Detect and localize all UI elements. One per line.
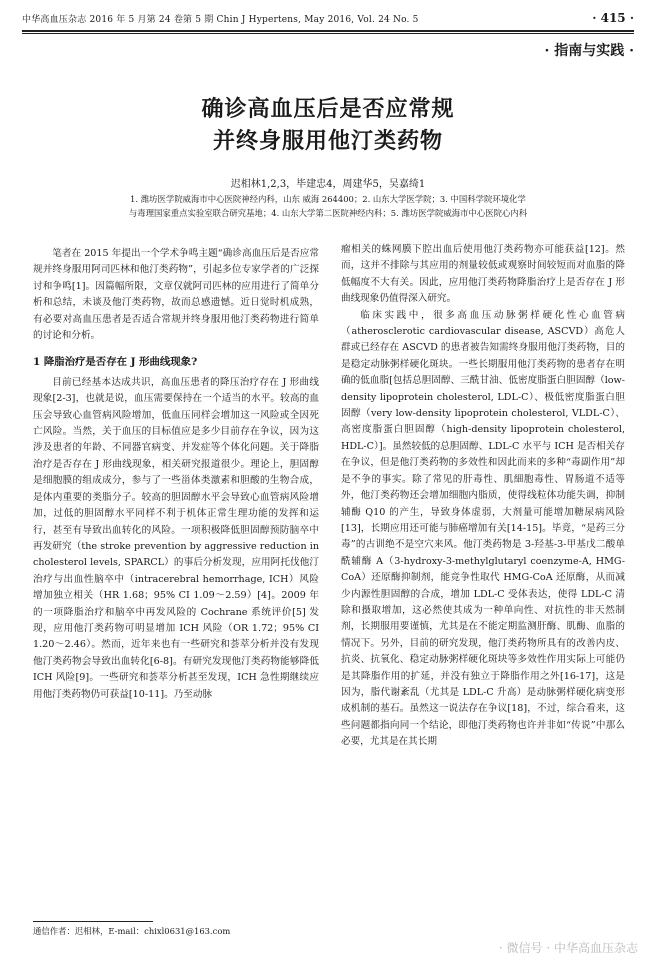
page-number: · 415 · [592,11,634,25]
left-column [33,246,319,703]
article-title-line1: 确诊高血压后是否应常规 [201,96,455,122]
right-column [341,242,625,751]
header-rule-thick [22,30,634,32]
section-heading: 1 降脂治疗是否存在 J 形曲线现象? [33,356,198,369]
running-head [22,8,634,28]
continued-paragraph: 瘤相关的蛛网膜下腔出血后使用他汀类药物亦可能获益[12]。然而，这并不排除与其应用的剂量较低或观察时间较短而对血脂的降低幅度不大有关。因此，应用他汀类药物降脂治疗上是否存在 J 形曲线现象仍值得深入研究。 [341,244,625,305]
author-list: 迟相林1,2,3，毕建忠4，周建华5，吴嘉绮1 [230,179,426,190]
header-rule-thin [22,33,634,34]
corresponding-author-footnote: 通信作者：迟相林，E-mail：chixl0631@163.com [33,926,231,936]
clinical-paragraph: 临床实践中，很多高血压动脉粥样硬化性心血管病（atherosclerotic cardiovascular disease, ASCVD）高危人群或已经存在 ASCVD 的患者被告知需终身服用他汀类药物，目的是稳定动脉粥样硬化斑块。一些长期服用他汀类药物的患者存在明确的低血脂[包括总胆固醇、三酰甘油、低密度脂蛋白胆固醇（low-density lipoprotein cholesterol, LDL-C）、极低密度脂蛋白胆固醇（very low-density lipoprotein cholesterol, VLDL-C）、高密度脂蛋白胆固醇（high-density lipoprotein cholesterol, HDL-C）]。虽然较低的总胆固醇、LDL-C 水平与 ICH 是否相关存在争议，但是他汀类药物的多效性和因此而来的多种“毒副作用”却是不争的事实。除了常见的肝毒性、肌細胞毒性、胃肠道不适等外，他汀类药物还会增加细胞内脂质，使得线粒体功能失调，抑制辅酶 Q10 的产生，导致身体虚弱，大剂量可能增加糖尿病风险[13]，长期应用还可能与肺癌增加有关[14-15]。毕竟，“是药三分毒”的古训绝不是空穴来风。他汀类药物是 3-羟基-3-甲基戊二酸单酰辅酶 A（3-hydroxy-3-methylglutaryl coenzyme-A, HMG-CoA）还原酶抑制剂，能竞争性取代 HMG-CoA 还原酶，从而减少内源性胆固醇的合成，增加 LDL-C 受体表达，使得 LDL-C 清除和摄取增加，这必然使其成为一种单向性、对抗性的非天然制剂，长期服用要谨慎，尤其是在不能定期监测肝酶、肌酶、血脂的情况下。另外，目前的研究发现，他汀类药物所具有的改善内皮、抗炎、抗氧化、稳定动脉粥样硬化斑块等多效性作用实际上可能仍是其降脂作用的扩延，并没有独立于降脂作用之外[16-17]，这是因为，脂代谢紊乱（尤其是 LDL-C 升高）是动脉粥样硬化病变形成机制的基石。虽然这一说法存在争议[18]，不过，综合看来，这些问题都指向同一个结论，即他汀类药物也许并非如“传说”中那么必要，尤其是在其长期 [341,309,625,748]
affiliation-line: 与毒理国家重点实验室联合研究基地；4. 山东大学第二医院神经内科；5. 潍坊医学院威海市中心医院心内科 [128,208,528,218]
intro-paragraph: 笔者在 2015 年提出一个学术争鸣主题“确诊高血压后是否应常规并终身服用阿司匹林和他汀类药物”，引起多位专家学者的广泛探讨和争鸣[1]。因篇幅所限，文章仅就阿司匹林的应用进行了简单分析和总结，未谈及他汀类药物，故而总感遗憾。近日觉时机成熟，有必要对高血压患者是否适合常规并终身服用他汀类药物进行简单的讨论和分析。 [33,248,319,342]
article-title-line2: 并终身服用他汀类药物 [212,128,443,154]
footnote-rule [33,921,153,922]
column-tag: · 指南与实践 · [544,43,634,59]
section-paragraph: 目前已经基本达成共识，高血压患者的降压治疗存在 J 形曲线现象[2-3]，也就是说，血压需要保持在一个适当的水平。较高的血压会导致心血管病风险增加，低血压同样会增加这一风险或全因死亡风险。当然，关于血压的目标值应是多少目前存在争议，因为这涉及患者的年龄、不同器官病变、并发症等个体化问题。关于降脂治疗是否存在 J 形曲线现象，相关研究报道很少。理论上，胆固醇是细胞膜的组成成分，参与了一些甾体类激素和胆酸的生物合成，是体内重要的类脂分子。较高的胆固醇水平会导致心血管病风险增加，过低的胆固醇水平同样不利于机体正常生理功能的发挥和运行，甚至有导致出血转化的风险。一项积极降低胆固醇预防脑卒中再发研究（the stroke prevention by aggressive reduction in cholesterol levels, SPARCL）的事后分析发现，应用阿托伐他汀治疗与出血性脑卒中（intracerebral hemorrhage, ICH）风险增加独立相关（HR 1.68；95% CI 1.09～2.59）[4]。2009 年的一项降脂治疗和脑卒中再发风险的 Cochrane 系统评价[5] 发现，应用他汀类药物可明显增加 ICH 风险（OR 1.72；95% CI 1.20～2.46）。然而，近年来也有一些研究和荟萃分析并没有发现他汀类药物会导致出血转化[6-8]。有研究发现他汀类药物能够降低 ICH 风险[9]。一些研究和荟萃分析甚至发现，ICH 急性期继续应用他汀类药物仍可获益[10-11]。乃至动脉 [33,376,319,700]
affiliations [32,192,624,220]
affiliation-line: 1. 潍坊医学院威海市中心医院神经内科，山东 威海 264400；2. 山东大学医学院；3. 中国科学院环境化学 [130,194,526,204]
wechat-watermark: · 微信号 · 中华高血压杂志 [498,941,638,955]
journal-citation: 中华高血压杂志 2016 年 5 月第 24 卷第 5 期 Chin J Hypertens, May 2016, Vol. 24 No. 5 [22,14,419,25]
